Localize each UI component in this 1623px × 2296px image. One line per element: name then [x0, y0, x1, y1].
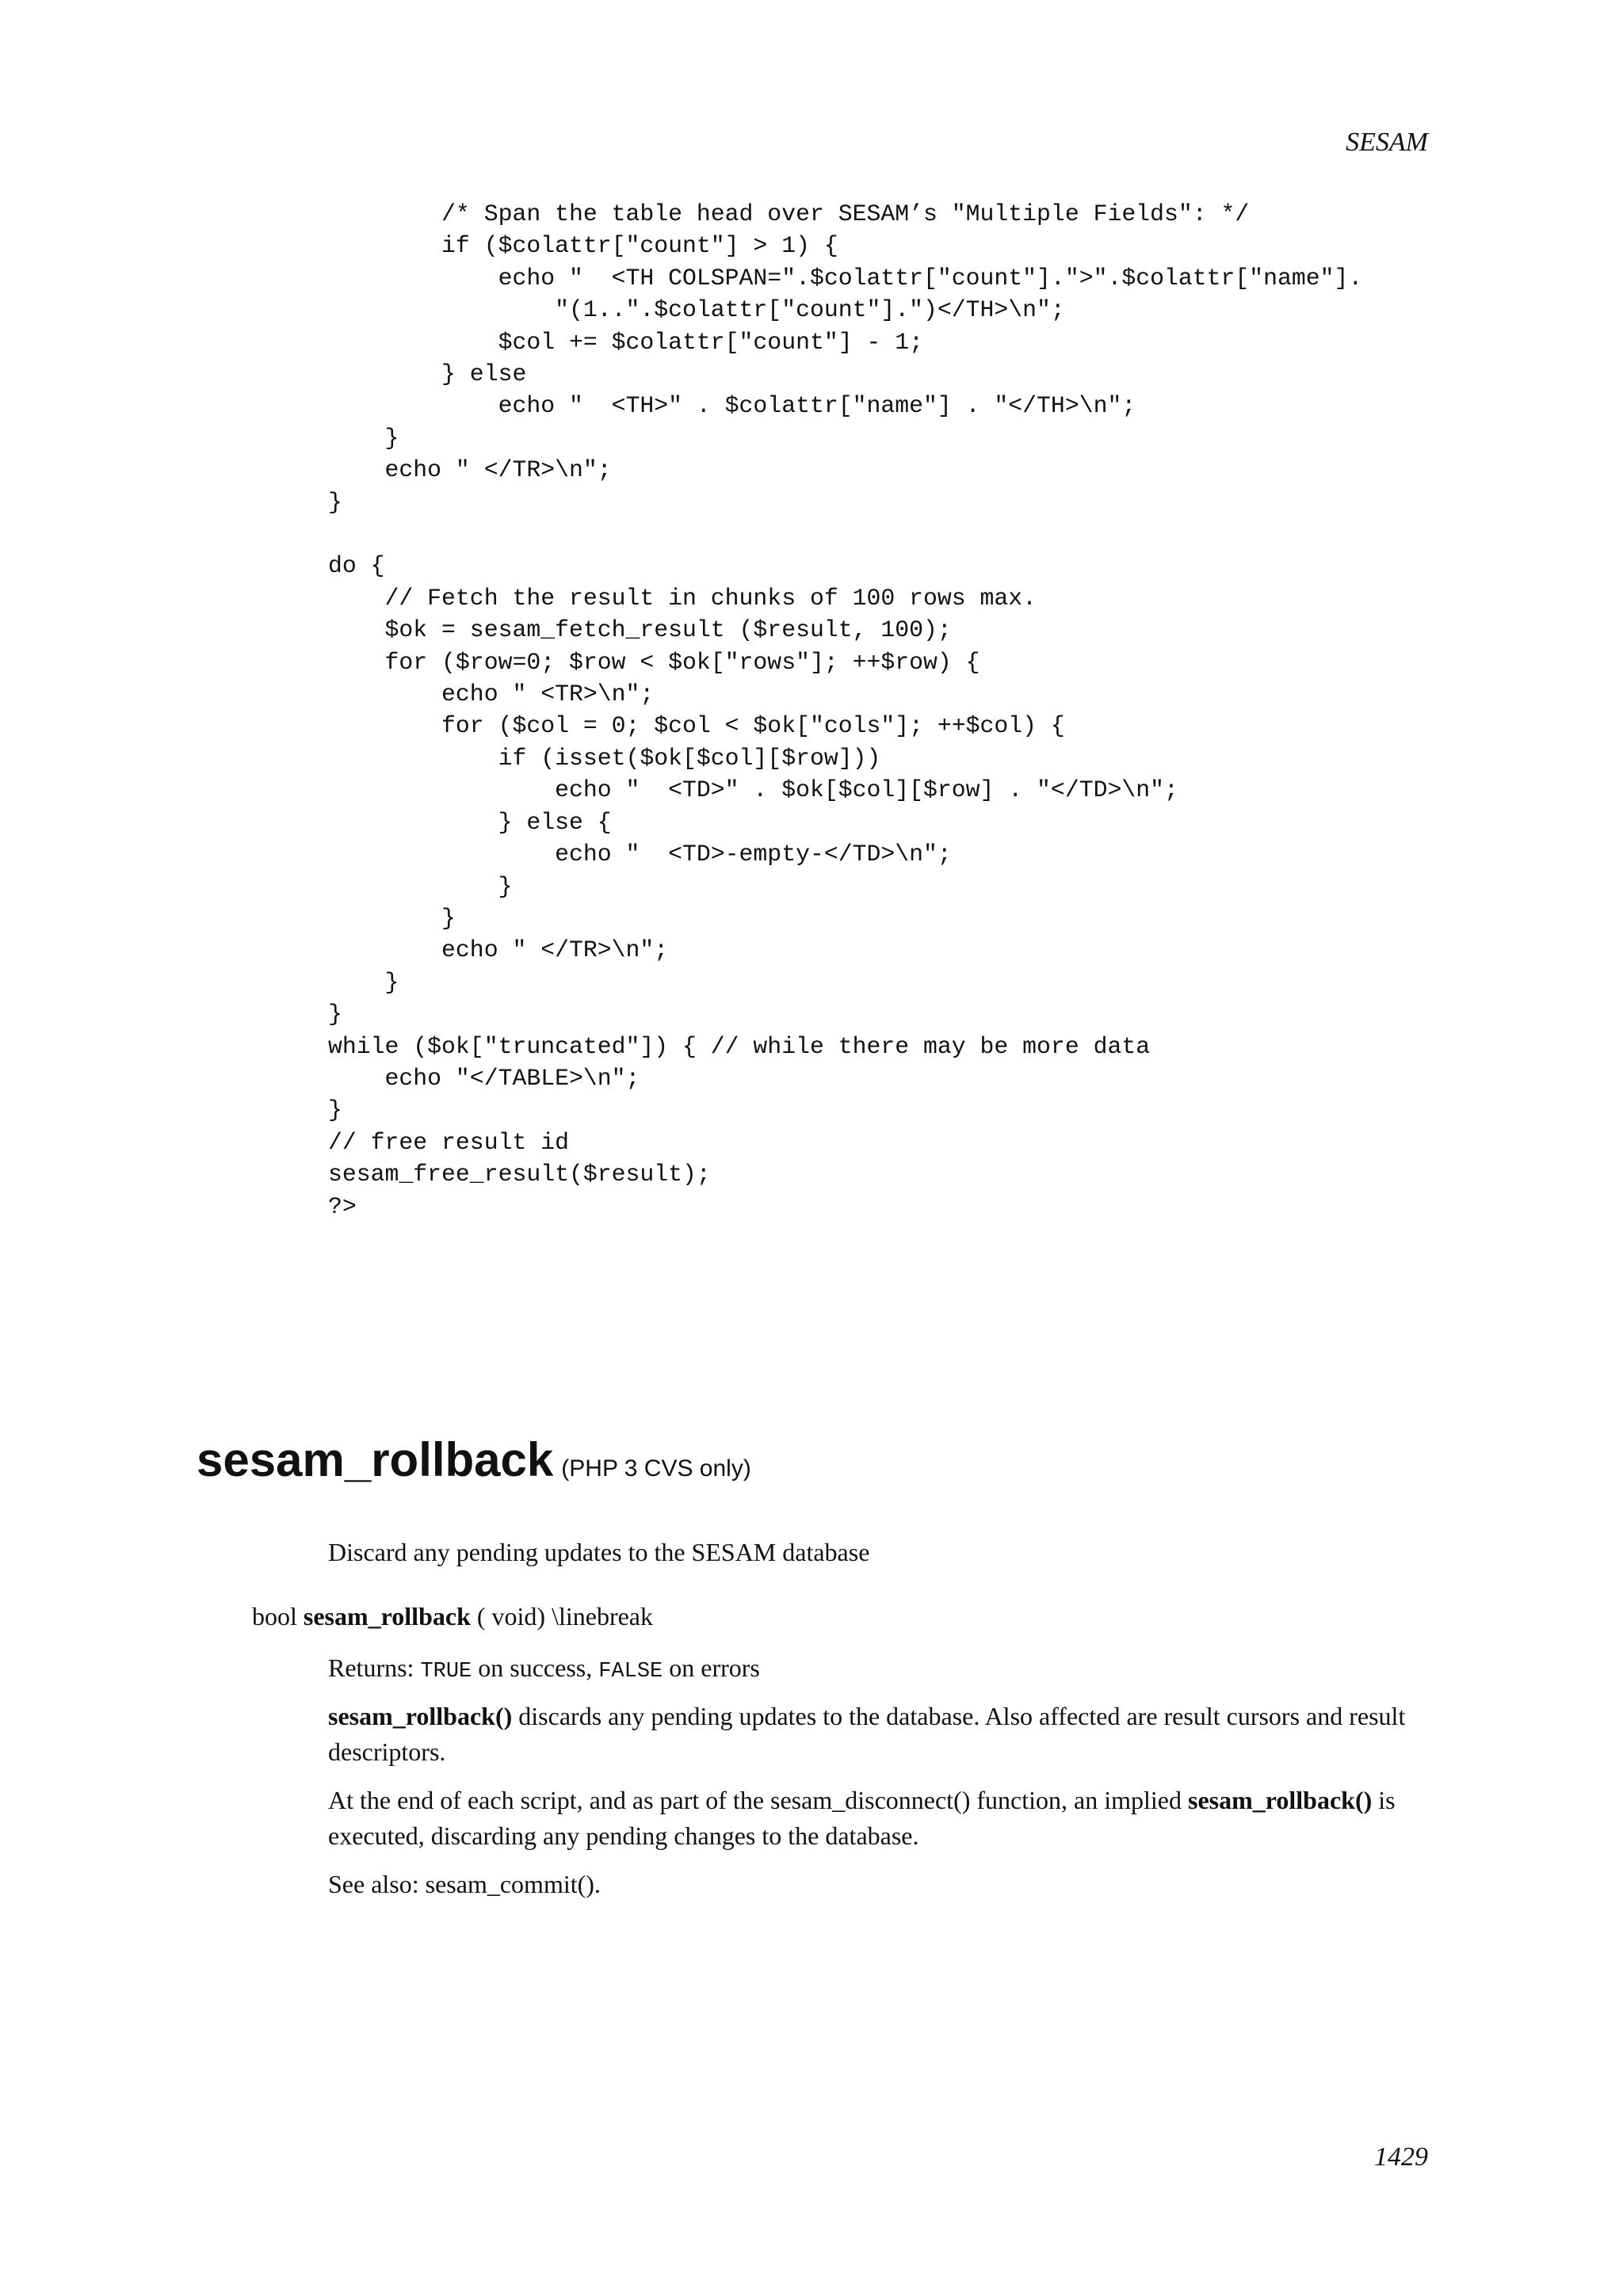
code-line: $ok = sesam_fetch_result ($result, 100);: [328, 616, 952, 644]
running-head-title: SESAM: [1346, 128, 1428, 157]
code-line: if ($colattr["count"] > 1) {: [328, 232, 838, 260]
returns-middle: on success,: [472, 1653, 599, 1682]
code-line: echo " <TH>" . $colattr["name"] . "</TH>\n";: [328, 392, 1136, 420]
code-line: if (isset($ok[$col][$row])): [328, 744, 881, 772]
returns-suffix: on errors: [663, 1653, 760, 1682]
code-line: [328, 518, 1362, 550]
returns-prefix: Returns:: [328, 1653, 421, 1682]
end-note-paragraph: [328, 1783, 1430, 1854]
page-number: 1429: [1374, 2142, 1428, 2172]
code-line: }: [328, 1097, 342, 1124]
code-line: "(1..".$colattr["count"].")</TH>\n";: [328, 296, 1065, 324]
synopsis-return-type: bool: [252, 1602, 297, 1630]
code-line: } else: [328, 360, 527, 388]
function-heading: [197, 1432, 751, 1501]
code-line: // Fetch the result in chunks of 100 rows max.: [328, 584, 1037, 612]
code-line: ?>: [328, 1192, 357, 1220]
code-line: echo " <TD>-empty-</TD>\n";: [328, 841, 952, 868]
code-line: echo " </TR>\n";: [328, 456, 612, 484]
code-line: }: [328, 968, 399, 996]
description-text: discards any pending updates to the database. Also affected are result cursors and result descriptors.: [328, 1702, 1406, 1766]
code-line: $col += $colattr["count"] - 1;: [328, 328, 924, 356]
code-line: echo " <TR>\n";: [328, 681, 655, 708]
code-line: }: [328, 488, 342, 516]
code-line: }: [328, 1001, 342, 1028]
code-line: /* Span the table head over SESAM’s "Multiple Fields": */: [328, 200, 1250, 227]
code-line: } else {: [328, 808, 612, 836]
code-listing: [328, 198, 1362, 1222]
code-line: sesam_free_result($result);: [328, 1161, 711, 1188]
function-name-heading: sesam_rollback: [197, 1433, 554, 1486]
synopsis-params: ( void) \linebreak: [476, 1602, 653, 1630]
code-line: // free result id: [328, 1128, 569, 1156]
returns-false-literal: FALSE: [598, 1660, 663, 1684]
code-line: for ($col = 0; $col < $ok["cols"]; ++$col) {: [328, 712, 1065, 740]
returns-true-literal: TRUE: [420, 1660, 472, 1684]
end-note-function-ref: sesam_rollback(): [1187, 1786, 1373, 1814]
description-paragraph: [328, 1699, 1430, 1770]
code-line: for ($row=0; $row < $ok["rows"]; ++$row) {: [328, 648, 980, 676]
function-synopsis: [252, 1599, 653, 1634]
code-line: echo " <TH COLSPAN=".$colattr["count"].">".$colattr["name"].: [328, 264, 1363, 292]
code-line: while ($ok["truncated"]) { // while there may be more data: [328, 1032, 1151, 1060]
end-note-text-after: is executed, discarding any pending changes to the database.: [328, 1786, 1396, 1850]
code-line: echo " </TR>\n";: [328, 936, 669, 964]
end-note-text-before: At the end of each script, and as part of the sesam_disconnect() function, an implied: [328, 1786, 1188, 1814]
see-also-paragraph: See also: sesam_commit().: [328, 1870, 601, 1898]
description-function-ref: sesam_rollback(): [328, 1702, 513, 1730]
code-line: }: [328, 872, 513, 900]
code-line: echo "</TABLE>\n";: [328, 1064, 640, 1092]
code-line: }: [328, 904, 456, 932]
code-line: do {: [328, 552, 385, 580]
code-line: }: [328, 424, 399, 452]
function-purpose: Discard any pending updates to the SESAM database: [328, 1538, 870, 1566]
returns-paragraph: [328, 1650, 1430, 1690]
function-availability: (PHP 3 CVS only): [561, 1455, 751, 1482]
code-line: echo " <TD>" . $ok[$col][$row] . "</TD>\n";: [328, 776, 1178, 804]
synopsis-function-name: sesam_rollback: [303, 1602, 471, 1630]
